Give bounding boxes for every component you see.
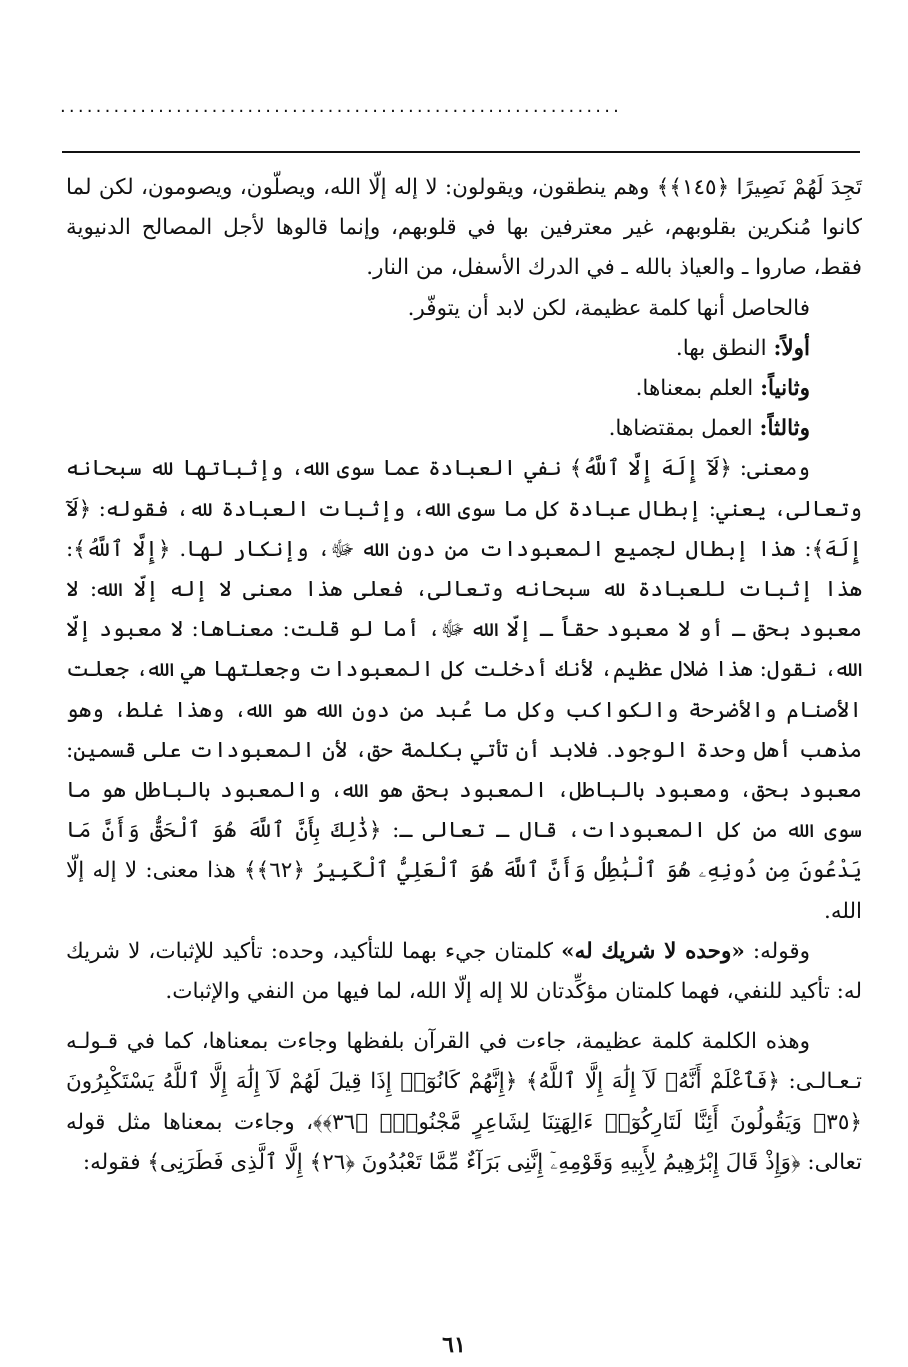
paragraph-4-quote: «وحده لا شريك له» [561,938,745,964]
page-number: ٦١ [442,1332,466,1358]
list-label-second: وثانياً: [760,376,810,402]
paragraph-4-rest: كلمتان جيء بهما للتأكيد، وحده: تأكيد للإثبات، لا شريك له: تأكيد للنفي، فهما كلمتان مؤكِّدتان للا إله إلّا الله، لما فيها من النفي والإثبات. [66,938,862,1005]
horizontal-rule [62,151,860,153]
dotted-separator: ............................................................... [60,100,623,114]
page-body [66,168,862,1183]
list-item-first [66,329,862,369]
list-text-first: النطق بها. [675,335,774,361]
list-label-first: أولاً: [773,335,810,361]
paragraph-5: وهذه الكلمة كلمة عظيمة، جاءت في القرآن بلفظها وجاءت بمعناها، كما في قـولـه تـعـالـى: ﴿فَٱعْلَمْ أَنَّهُۥ لَآ إِلَٰهَ إِلَّا ٱللَّهُ﴾ ﴿إِنَّهُمْ كَانُوٓا۟ إِذَا قِيلَ لَهُمْ لَآ إِلَٰهَ إِلَّا ٱللَّهُ يَسْتَكْبِرُونَ ﴿٣٥﴾ وَيَقُولُونَ أَئِنَّا لَتَارِكُوٓا۟ ءَالِهَتِنَا لِشَاعِرٍ مَّجْنُونٍۭ ﴿٣٦﴾﴾، وجاءت بمعناها مثل قوله تعالى: ﴿وَإِذْ قَالَ إِبْرَٰهِيمُ لِأَبِيهِ وَقَوْمِهِۦٓ إِنَّنِى بَرَآءٌ مِّمَّا تَعْبُدُونَ ﴿٢٦﴾ إِلَّا ٱلَّذِى فَطَرَنِى﴾ فقوله: [66,1029,862,1175]
paragraph-2: فالحاصل أنها كلمة عظيمة، لكن لابد أن يتوفّر. [407,295,810,321]
list-text-third: العمل بمقتضاها. [608,416,760,442]
paragraph-4-start: وقوله: [744,938,810,964]
list-item-third [66,409,862,449]
list-text-second: العلم بمعناها. [635,376,761,402]
paragraph-4 [66,932,862,1012]
list-item-second [66,369,862,409]
paragraph-3: ومعنى: ﴿لَآ إِلَهَ إِلَّا ٱللَّهُ﴾ نفي العبادة عما سوى الله، وإثباتها لله سبحانه وتعالى، يعني: إبطال عبادة كل ما سوى الله، وإثبات العبادة لله، فقوله: ﴿لَآ إِلَهَ﴾: هذا إبطال لجميع المعبودات من دون الله ﷻ، وإنكار لها. ﴿إِلَّا ٱللَّهُ﴾: هذا إثبات للعبادة لله سبحانه وتعالى، فعلى هذا معنى لا إله إلّا الله: لا معبود بحق ـ أو لا معبود حقاً ـ إلّا الله ﷻ، أما لو قلت: معناها: لا معبود إلّا الله، نقول: هذا ضلال عظيم، لأنك أدخلت كل المعبودات وجعلتها هي الله، جعلت الأصنام والأضرحة والكواكب وكل ما عُبد من دون الله هو الله، وهذا غلط، وهو مذهب أهل وحدة الوجود. فلابد أن تأتي بكلمة حق، لأن المعبودات على قسمين: معبود بحق، ومعبود بالباطل، المعبود بحق هو الله، والمعبود بالباطل هو ما سوى الله من كل المعبودات، قال ـ تعالى ـ: ﴿ذَٰلِكَ بِأَنَّ ٱللَّهَ هُوَ ٱلْحَقُّ وَأَنَّ مَا يَدْعُونَ مِن دُونِهِۦ هُوَ ٱلْبَٰطِلُ وَأَنَّ ٱللَّهَ هُوَ ٱلْعَلِيُّ ٱلْكَبِيرُ ﴿٦٢﴾﴾ هذا معنى: لا إله إلّا الله. [66,456,862,924]
paragraph-1: تَجِدَ لَهُمْ نَصِيرًا ﴿١٤٥﴾﴾ وهم ينطقون، ويقولون: لا إله إلّا الله، ويصلّون، ويصومون، لكن لما كانوا مُنكرين بقلوبهم، غير معترفين بها في قلوبهم، وإنما قالوها لأجل المصالح الدنيوية فقط، صاروا ـ والعياذ بالله ـ في الدرك الأسفل، من النار. [66,175,862,281]
list-label-third: وثالثاً: [759,416,810,442]
